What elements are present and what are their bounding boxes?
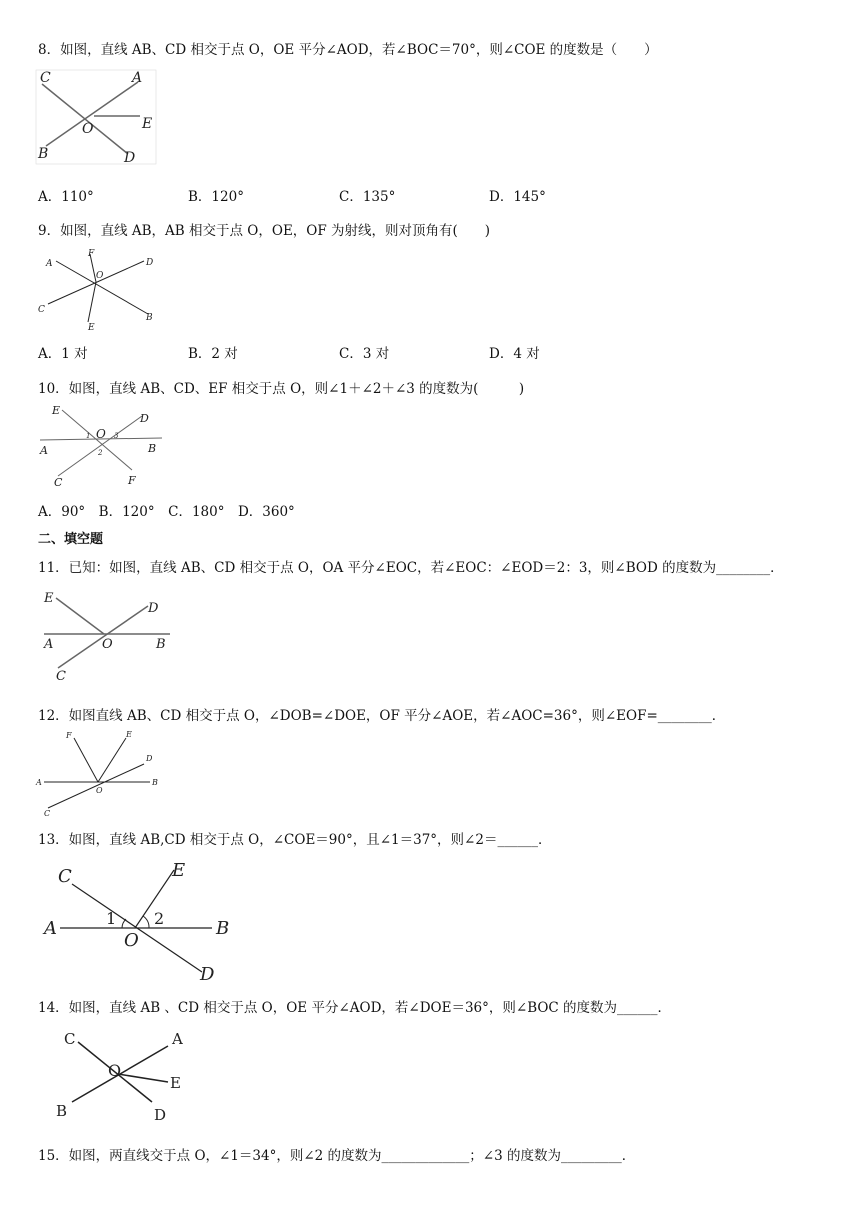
q10-label-3: 3	[114, 432, 119, 440]
q11-stem: 11．已知：如图，直线 AB、CD 相交于点 O，OA 平分∠EOC，若∠EOC：∠EOD＝2：3，则∠BOD 的度数为________．	[38, 560, 784, 576]
q14-stem: 14．如图，直线 AB 、CD 相交于点 O，OE 平分∠AOD，若∠DOE＝36°，则∠BOC 的度数为______．	[38, 1000, 672, 1016]
q14-label-B: B	[56, 1102, 68, 1120]
q8-option-b[interactable]: B．120°	[188, 189, 244, 205]
q9-label-O: O	[96, 271, 104, 281]
q14-figure	[50, 1028, 200, 1123]
q10-label-O: O	[96, 427, 106, 441]
q9-label-F: F	[88, 249, 95, 259]
q13-label-C: C	[58, 866, 72, 887]
q12-label-E: E	[126, 730, 132, 739]
q11-label-A: A	[44, 637, 54, 652]
q13-label-2: 2	[154, 909, 165, 928]
q13-label-O: O	[124, 930, 139, 951]
q12-label-B: B	[152, 778, 158, 787]
q9-option-d[interactable]: D．4 对	[489, 346, 540, 362]
q11-label-C: C	[56, 669, 66, 684]
q10-label-1: 1	[86, 432, 91, 440]
q9-stem: 9．如图，直线 AB，AB 相交于点 O，OE，OF 为射线，则对顶角有( )	[38, 223, 491, 239]
q10-options: A．90° B．120° C．180° D．360°	[38, 504, 295, 520]
q8-label-E: E	[142, 116, 153, 132]
q12-label-O: O	[96, 786, 103, 795]
q14-label-A: A	[172, 1030, 183, 1048]
q9-label-E: E	[88, 323, 95, 333]
q9-option-b[interactable]: B．2 对	[188, 346, 238, 362]
q10-stem: 10．如图，直线 AB、CD、EF 相交于点 O，则∠1＋∠2＋∠3 的度数为( )	[38, 381, 525, 397]
q10-figure	[36, 400, 166, 488]
q8-label-C: C	[40, 70, 51, 86]
q14-label-D: D	[154, 1106, 167, 1124]
q11-label-E: E	[44, 591, 54, 606]
q8-label-A: A	[132, 70, 143, 86]
q11-label-D: D	[148, 601, 159, 616]
q9-option-a[interactable]: A．1 对	[38, 346, 88, 362]
q14-label-C: C	[64, 1030, 76, 1048]
q11-label-O: O	[102, 637, 113, 652]
q12-label-D: D	[146, 754, 153, 763]
q8-label-O: O	[82, 121, 94, 137]
q14-label-O: O	[108, 1061, 122, 1080]
q11-label-B: B	[156, 637, 166, 652]
q14-label-E: E	[170, 1074, 181, 1092]
q13-label-B: B	[216, 918, 230, 939]
q9-option-c[interactable]: C．3 对	[339, 346, 390, 362]
q10-label-B: B	[148, 442, 157, 455]
q11-figure	[36, 590, 176, 682]
section-heading: 二、填空题	[38, 532, 104, 547]
q9-label-A: A	[46, 259, 53, 269]
q12-figure	[36, 730, 166, 816]
q9-label-C: C	[38, 305, 45, 315]
q13-label-E: E	[172, 860, 186, 881]
q8-option-a[interactable]: A．110°	[38, 189, 94, 205]
q9-label-B: B	[146, 313, 153, 323]
q13-figure	[40, 856, 240, 985]
q13-label-D: D	[200, 964, 215, 985]
q9-figure	[36, 246, 161, 331]
q8-stem: 8．如图，直线 AB、CD 相交于点 O，OE 平分∠AOD，若∠BOC＝70°，则∠COE 的度数是（ ）	[38, 42, 658, 58]
q10-label-2: 2	[98, 449, 103, 457]
q13-label-A: A	[44, 918, 57, 939]
q12-label-C: C	[44, 809, 51, 818]
q10-label-D: D	[140, 412, 149, 425]
q15-stem: 15．如图，两直线交于点 O，∠1＝34°，则∠2 的度数为_____________；∠3 的度数为_________．	[38, 1148, 636, 1164]
q8-label-B: B	[38, 146, 49, 162]
q8-label-D: D	[124, 150, 136, 166]
q13-label-1: 1	[106, 909, 117, 928]
q12-label-A: A	[36, 778, 42, 787]
q10-label-A: A	[40, 444, 48, 457]
q9-label-D: D	[146, 258, 154, 268]
q10-label-E: E	[52, 404, 61, 417]
q8-option-c[interactable]: C．135°	[339, 189, 396, 205]
q13-stem: 13．如图，直线 AB,CD 相交于点 O，∠COE＝90°，且∠1＝37°，则∠2＝______．	[38, 832, 552, 848]
q12-label-F: F	[66, 731, 72, 740]
q12-stem: 12．如图直线 AB、CD 相交于点 O，∠DOB=∠DOE，OF 平分∠AOE，若∠AOC=36°，则∠EOF=________．	[38, 708, 726, 724]
q8-option-d[interactable]: D．145°	[489, 189, 546, 205]
q10-label-C: C	[54, 476, 63, 489]
q10-label-F: F	[128, 474, 136, 487]
q8-figure	[36, 70, 156, 165]
